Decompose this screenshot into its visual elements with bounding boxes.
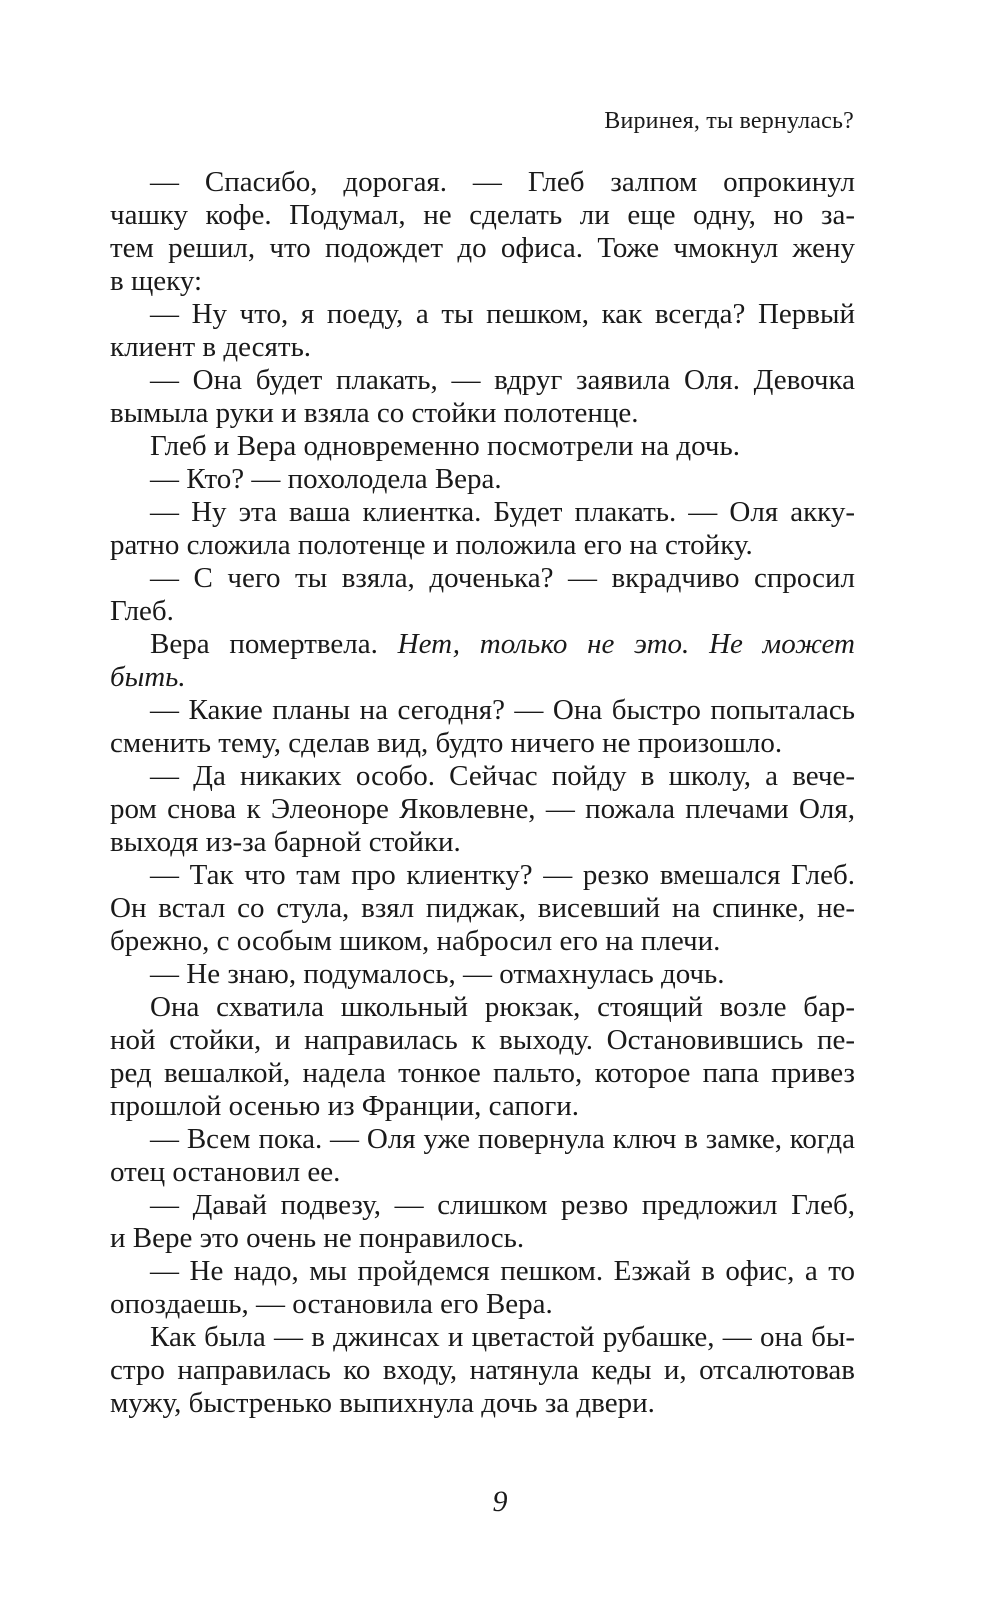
text-line [110,232,855,265]
text-line-content: — Спасибо, дорогая. — Глеб залпом опрокинул [150,166,855,198]
text-line-content: опоздаешь, — остановила его Вера. [110,1288,553,1320]
text-line-content: Как была — в джинсах и цветастой рубашке, — она бы- [150,1321,855,1353]
text-line [110,1156,855,1189]
text-line [110,1222,855,1255]
text-line-content: отец остановил ее. [110,1156,341,1188]
text-line-content: — Не знаю, подумалось, — отмахнулась дочь. [150,958,725,990]
text-line-content: тем решил, что подождет до офиса. Тоже чмокнул жену [110,232,855,264]
text-line-content: — Какие планы на сегодня? — Она быстро попыталась [150,694,855,726]
text-line-content: — Давай подвезу, — слишком резво предложил Глеб, [150,1189,855,1221]
text-line-content: Он встал со стула, взял пиджак, висевший на спинке, не- [110,892,855,924]
body-text [110,166,855,1420]
text-line [110,562,855,595]
text-line-content: брежно, с особым шиком, набросил его на плечи. [110,925,721,957]
text-line-content: прошлой осенью из Франции, сапоги. [110,1090,580,1122]
text-line [110,1024,855,1057]
text-line-content: ред вешалкой, надела тонкое пальто, которое папа привез [110,1057,855,1089]
text-line [110,265,855,298]
page-number: 9 [492,1485,508,1518]
text-line-content: ратно сложила полотенце и положила его на стойку. [110,529,753,561]
text-line-content: и Вере это очень не понравилось. [110,1222,525,1254]
text-line [110,1090,855,1123]
text-line-content: — Так что там про клиентку? — резко вмешался Глеб. [150,859,855,891]
text-line [110,1255,855,1288]
text-line [110,826,855,859]
text-line [110,430,855,463]
text-line-content: — Она будет плакать, — вдруг заявила Оля. Девочка [150,364,855,396]
running-head: Виринея, ты вернулась? [604,108,854,134]
text-line [110,1057,855,1090]
text-line [110,364,855,397]
text-line [110,331,855,364]
text-line [110,727,855,760]
text-line [110,1123,855,1156]
text-line [110,1387,855,1420]
text-line [110,958,855,991]
text-line-content: — Не надо, мы пройдемся пешком. Езжай в офис, а то [150,1255,855,1287]
text-line [110,892,855,925]
text-line [110,991,855,1024]
text-line-content: — С чего ты взяла, доченька? — вкрадчиво спросил [150,562,855,594]
text-line-content: Она схватила школьный рюкзак, стоящий возле бар- [150,991,855,1023]
text-line [110,859,855,892]
text-line-content: Вера помертвела. [150,628,398,660]
text-line [110,793,855,826]
text-line [110,1288,855,1321]
text-line-content: — Ну эта ваша клиентка. Будет плакать. — Оля акку- [150,496,855,528]
text-line [110,298,855,331]
text-line-content: — Ну что, я поеду, а ты пешком, как всегда? Первый [150,298,855,330]
text-line-content: ной стойки, и направилась к выходу. Остановившись пе- [110,1024,855,1056]
text-line [110,661,855,694]
text-line-content: Глеб и Вера одновременно посмотрели на дочь. [150,430,740,462]
text-line [110,595,855,628]
text-line-content: ром снова к Элеоноре Яковлевне, — пожала плечами Оля, [110,793,855,825]
text-line-content: мужу, быстренько выпихнула дочь за двери. [110,1387,655,1419]
text-line [110,166,855,199]
text-line-content: стро направилась ко входу, натянула кеды и, отсалютовав [110,1354,855,1386]
text-line [110,496,855,529]
text-line [110,1189,855,1222]
text-line [110,628,855,661]
text-line-content: выходя из-за барной стойки. [110,826,461,858]
text-line-content: — Да никаких особо. Сейчас пойду в школу, а вече- [150,760,855,792]
text-line [110,1321,855,1354]
text-line-content: — Всем пока. — Оля уже повернула ключ в замке, когда [150,1123,855,1155]
text-line-content: сменить тему, сделав вид, будто ничего не произошло. [110,727,783,759]
text-line [110,397,855,430]
text-line [110,1354,855,1387]
italic-text: Нет, только не это. Не может [397,628,855,660]
text-line-content: в щеку: [110,265,202,297]
text-line-content: — Кто? — похолодела Вера. [150,463,502,495]
text-line-content: клиент в десять. [110,331,312,363]
italic-text: быть. [110,661,186,693]
text-line [110,199,855,232]
text-line [110,925,855,958]
text-line [110,694,855,727]
text-line-content: вымыла руки и взяла со стойки полотенце. [110,397,639,429]
text-line-content: чашку кофе. Подумал, не сделать ли еще одну, но за- [110,199,855,231]
text-line [110,463,855,496]
text-line [110,529,855,562]
text-line-content: Глеб. [110,595,174,627]
text-line [110,760,855,793]
